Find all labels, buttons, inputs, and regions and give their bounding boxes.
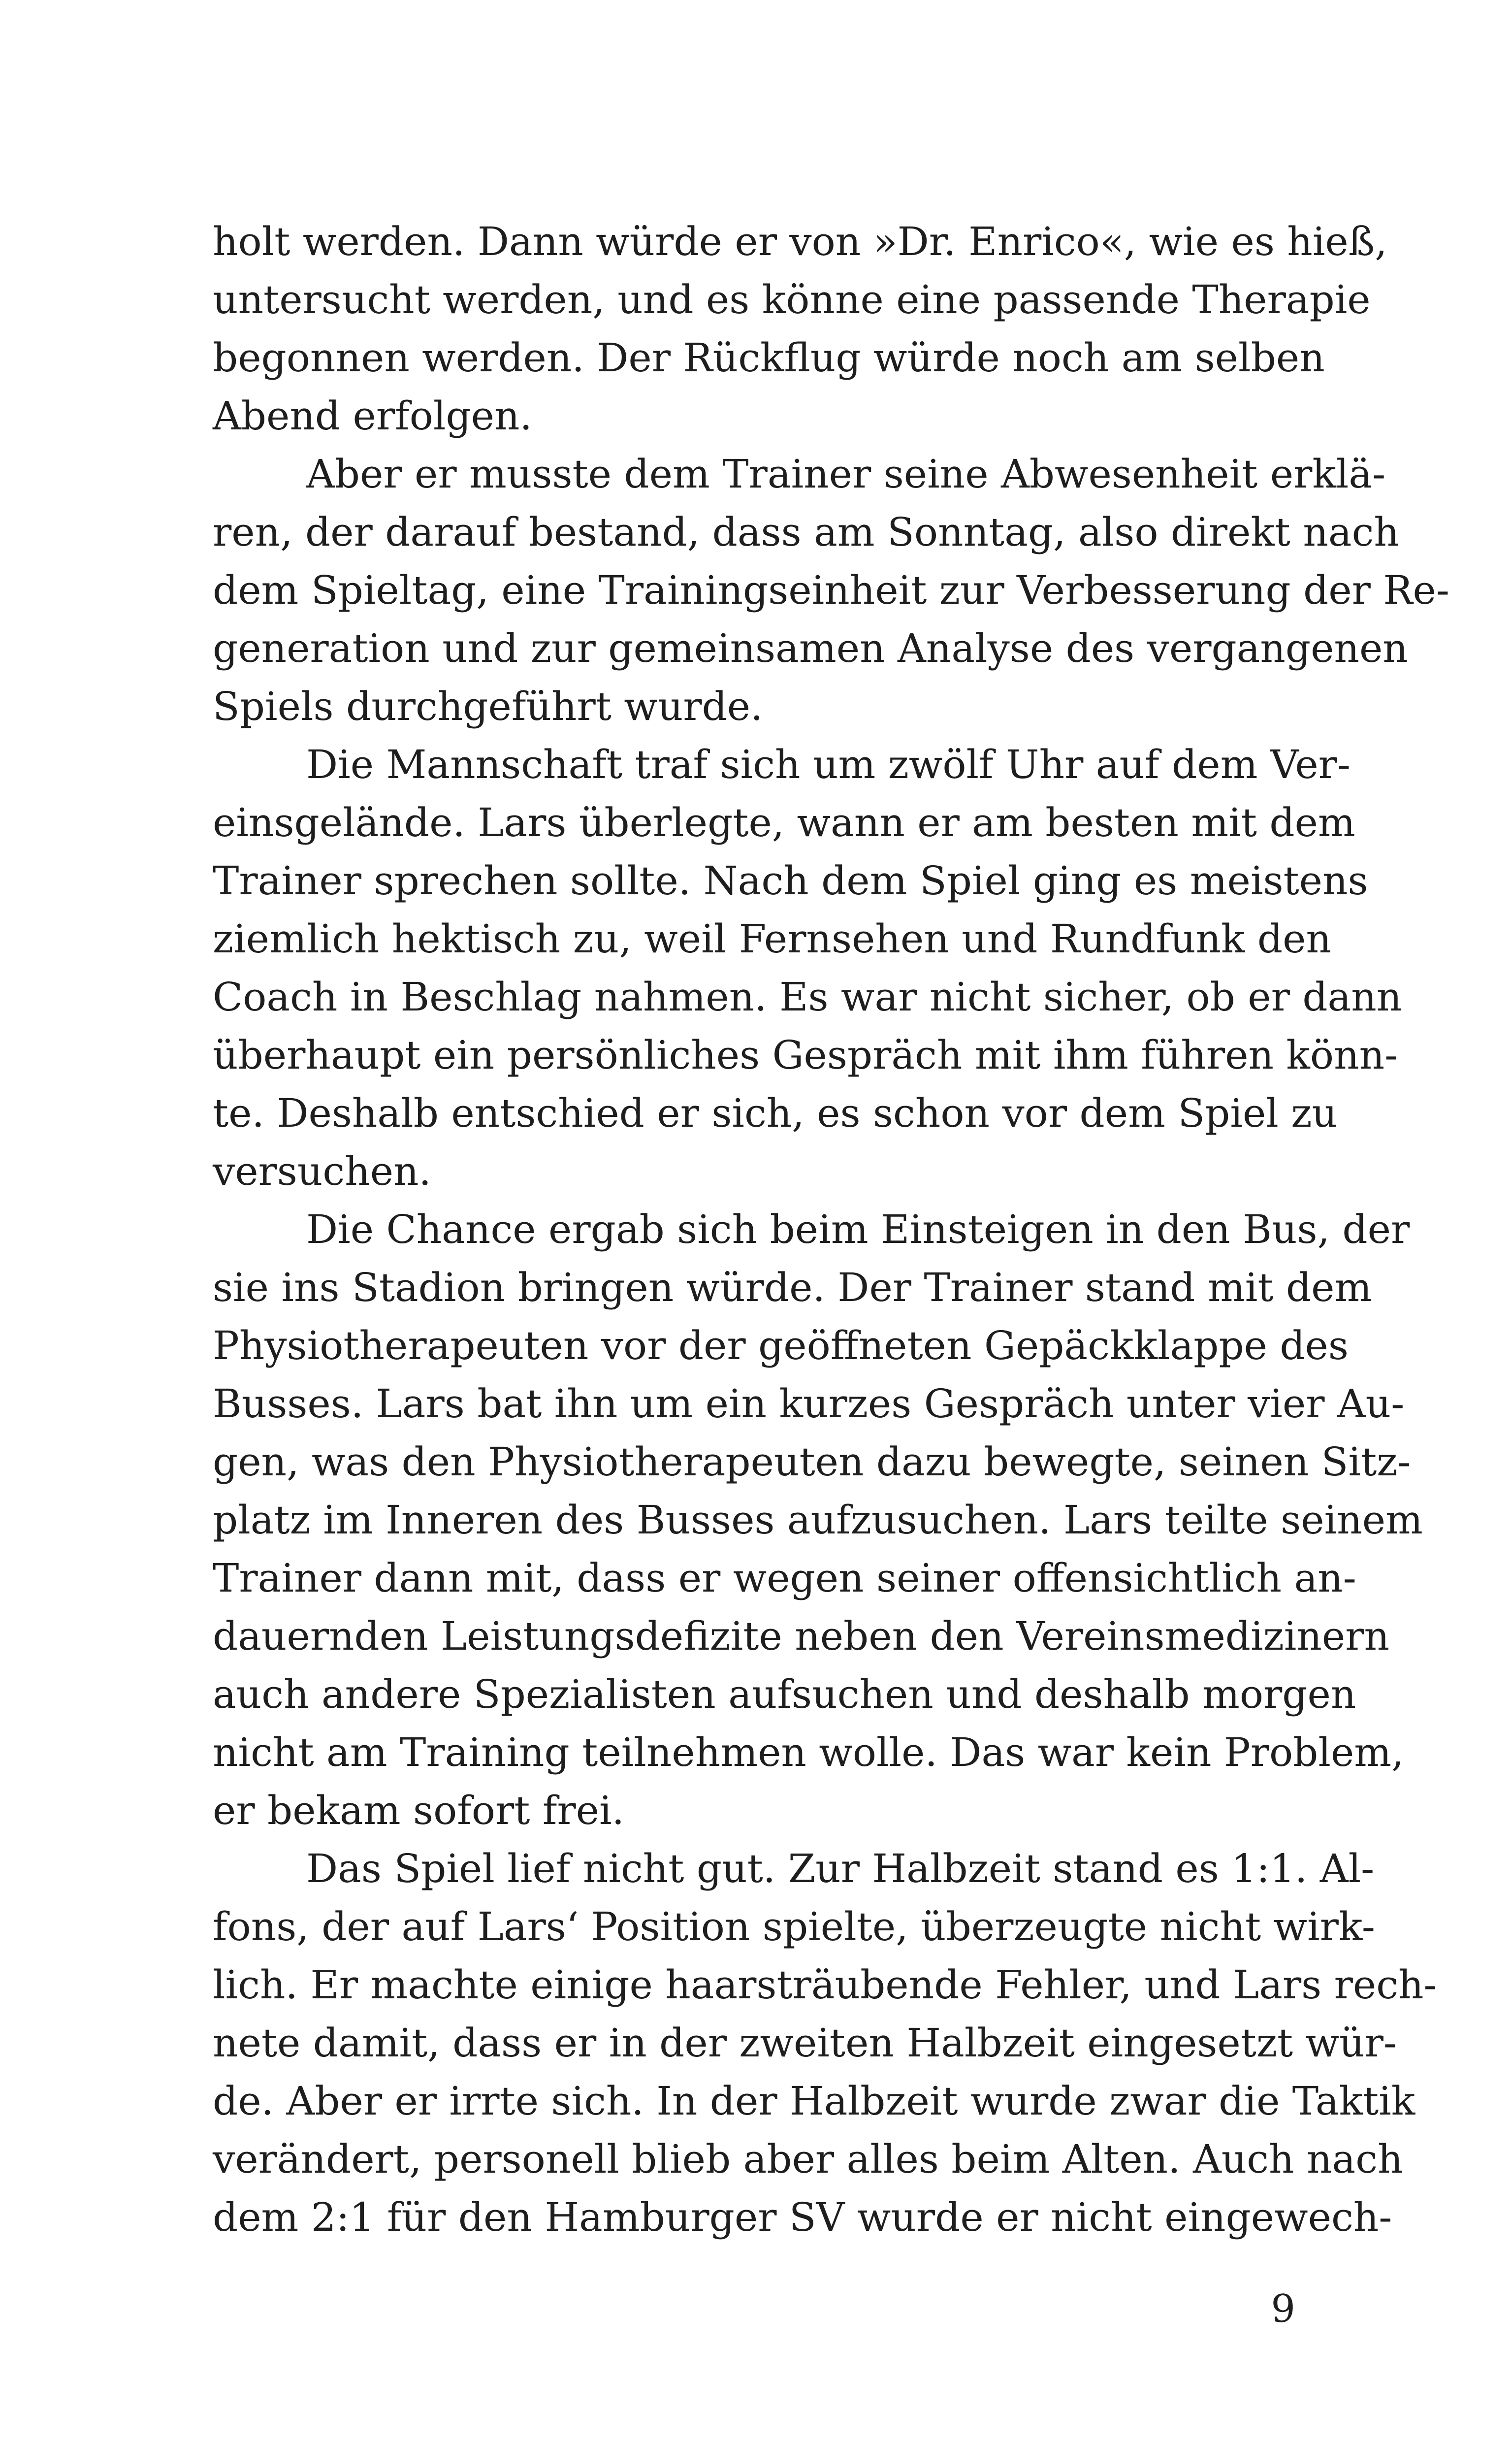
text-line: dem Spieltag, eine Trainingseinheit zur Verbesserung der Re- [213,567,1449,613]
text-line: nete damit, dass er in der zweiten Halbzeit eingesetzt wür- [213,2020,1397,2066]
text-line: ziemlich hektisch zu, weil Fernsehen und Rundfunk den [213,916,1331,962]
text-line: Abend erfolgen. [213,393,532,439]
text-line: Aber er musste dem Trainer seine Abwesenheit erklä- [306,451,1386,497]
text-line: lich. Er machte einige haarsträubende Fehler, und Lars rech- [213,1962,1437,2008]
text-line: Die Mannschaft traf sich um zwölf Uhr auf dem Ver- [306,742,1351,787]
text-line: Spiels durchgeführt wurde. [213,684,763,729]
text-line: de. Aber er irrte sich. In der Halbzeit wurde zwar die Taktik [213,2078,1415,2124]
text-line: generation und zur gemeinsamen Analyse des vergangenen [213,625,1408,671]
text-line: er bekam sofort frei. [213,1788,625,1833]
text-line: Trainer dann mit, dass er wegen seiner offensichtlich an- [213,1555,1356,1601]
text-line: dauernden Leistungsdefizite neben den Vereinsmedizinern [213,1613,1389,1659]
text-line: Das Spiel lief nicht gut. Zur Halbzeit stand es 1:1. Al- [306,1846,1375,1891]
text-line: Die Chance ergab sich beim Einsteigen in den Bus, der [306,1206,1410,1252]
text-line: Busses. Lars bat ihn um ein kurzes Gespräch unter vier Au- [213,1381,1405,1427]
text-line: Trainer sprechen sollte. Nach dem Spiel ging es meistens [213,858,1368,904]
text-line: versuchen. [213,1148,431,1194]
text-line: platz im Inneren des Busses aufzusuchen. Lars teilte seinem [213,1497,1423,1543]
text-line: untersucht werden, und es könne eine passende Therapie [213,277,1371,323]
text-line: gen, was den Physiotherapeuten dazu bewegte, seinen Sitz- [213,1439,1411,1485]
text-line: nicht am Training teilnehmen wolle. Das war kein Problem, [213,1729,1404,1775]
text-line: fons, der auf Lars‘ Position spielte, überzeugte nicht wirk- [213,1904,1375,1950]
text-line: dem 2:1 für den Hamburger SV wurde er nicht eingewech- [213,2194,1392,2240]
text-line: te. Deshalb entschied er sich, es schon vor dem Spiel zu [213,1090,1337,1136]
text-line: begonnen werden. Der Rückflug würde noch am selben [213,335,1325,381]
text-line: sie ins Stadion bringen würde. Der Trainer stand mit dem [213,1265,1372,1310]
text-line: überhaupt ein persönliches Gespräch mit ihm führen könn- [213,1032,1398,1078]
text-line: Coach in Beschlag nahmen. Es war nicht sicher, ob er dann [213,974,1402,1020]
text-line: verändert, personell blieb aber alles beim Alten. Auch nach [213,2136,1403,2182]
page-number: 9 [1271,2287,1295,2331]
text-line: holt werden. Dann würde er von »Dr. Enrico«, wie es hieß, [213,219,1387,264]
text-line: einsgelände. Lars überlegte, wann er am besten mit dem [213,800,1355,846]
text-line: auch andere Spezialisten aufsuchen und deshalb morgen [213,1671,1356,1717]
text-line: ren, der darauf bestand, dass am Sonntag, also direkt nach [213,509,1399,555]
text-line: Physiotherapeuten vor der geöffneten Gepäckklappe des [213,1323,1349,1368]
body-text [213,213,1449,2247]
